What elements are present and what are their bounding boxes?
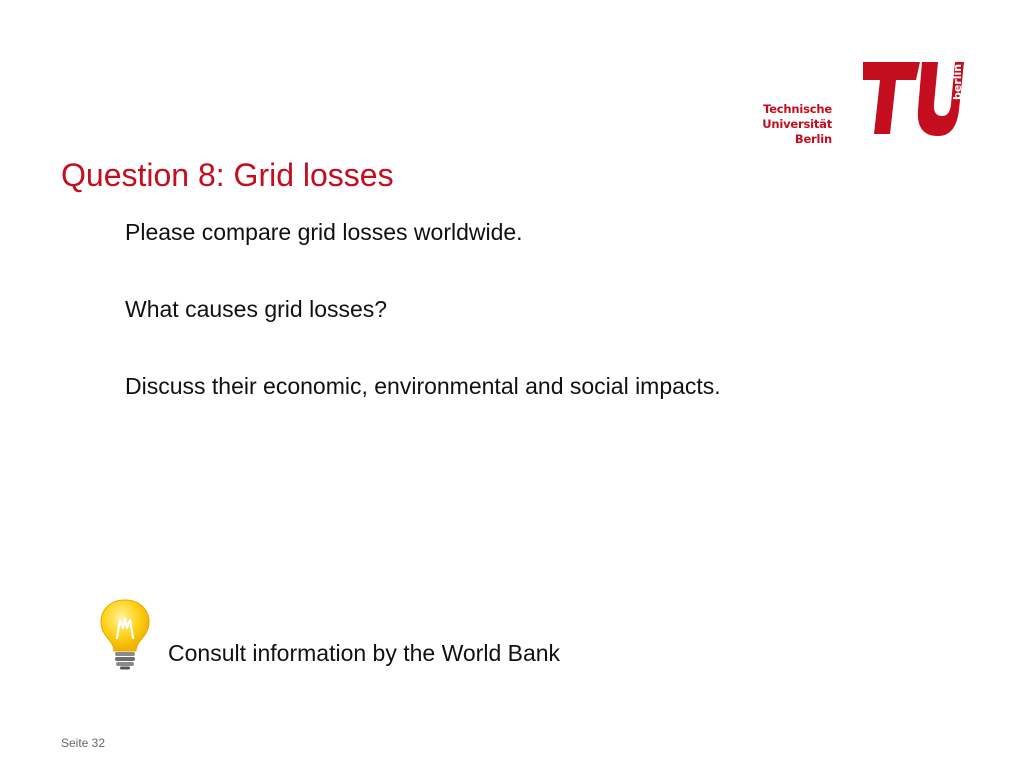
- logo-line-3: Berlin: [794, 132, 832, 146]
- question-item: What causes grid losses?: [125, 296, 388, 322]
- logo-line-1: Technische: [763, 102, 832, 116]
- lightbulb-icon: [96, 598, 156, 670]
- question-item: Please compare grid losses worldwide.: [125, 219, 523, 245]
- slide-title: Question 8: Grid losses: [61, 157, 394, 193]
- logo-line-2: Universität: [762, 117, 832, 131]
- hint-text: Consult information by the World Bank: [168, 640, 561, 666]
- logo-wordmark: [742, 102, 832, 147]
- logo-mark-text: berlin: [951, 63, 964, 100]
- question-item: Discuss their economic, environmental and social impacts.: [125, 373, 721, 399]
- question-list: [125, 218, 721, 449]
- hint-row: [96, 598, 616, 670]
- tu-berlin-logo: [762, 58, 967, 150]
- page-number: Seite 32: [61, 736, 106, 750]
- tu-logo-mark-icon: [860, 58, 966, 138]
